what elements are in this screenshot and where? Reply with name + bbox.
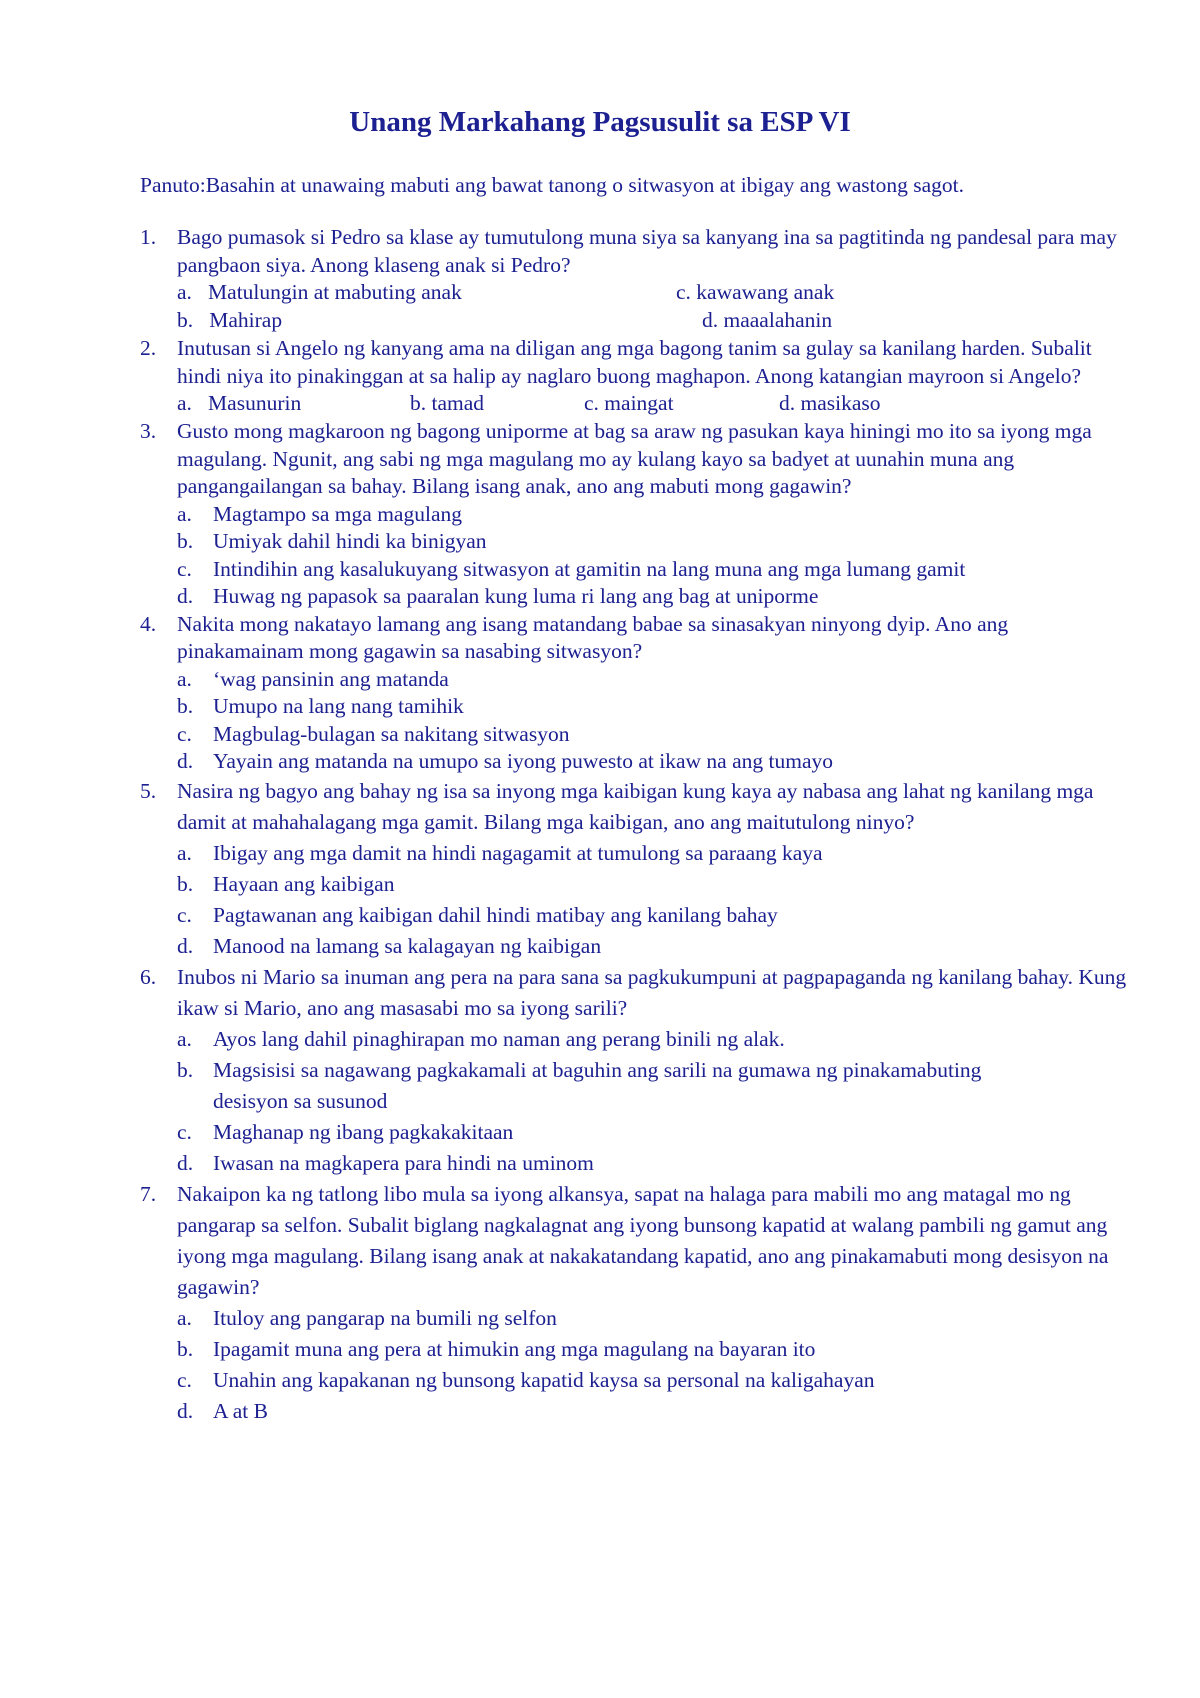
choices [177, 666, 1140, 776]
choice-label: d. [177, 933, 194, 958]
choice-b [177, 1055, 1140, 1117]
choice-c [177, 721, 1140, 749]
choices [177, 1303, 1140, 1427]
question-2 [140, 335, 1140, 418]
choice-label: c. [177, 721, 192, 746]
question-list [140, 224, 1140, 1427]
choice-c [676, 279, 834, 307]
choice-text: Matulungin at mabuting anak [208, 280, 462, 304]
choice-text: Ipagamit muna ang pera at himukin ang mga magulang na bayaran ito [213, 1336, 816, 1361]
choice-c [177, 1117, 1140, 1148]
choice-text: Hayaan ang kaibigan [213, 871, 395, 896]
page-title: Unang Markahang Pagsusulit sa ESP VI [349, 106, 851, 138]
choice-text: Iwasan na magkapera para hindi na uminom [213, 1150, 594, 1175]
choices [177, 1024, 1140, 1179]
choice-d [177, 748, 1140, 776]
choice-c [584, 390, 674, 418]
choice-label: d. [177, 1398, 194, 1423]
question-number: 5. [140, 778, 157, 803]
choice-text: Masunurin [208, 391, 302, 415]
choice-label: c. [177, 1367, 192, 1392]
choice-b [177, 1334, 1140, 1365]
choice-b [177, 869, 1140, 900]
choice-text: A at B [213, 1398, 268, 1423]
question-text: Inubos ni Mario sa inuman ang pera na para sana sa pagkukumpuni at pagpapaganda ng kanilang bahay. Kung ikaw si Mario, ano ang masasabi mo sa iyong sarili? [177, 964, 1127, 1020]
choice-c [177, 556, 1140, 584]
question-7 [140, 1179, 1140, 1427]
choice-text: Ibigay ang mga damit na hindi nagagamit at tumulong sa paraang kaya [213, 840, 823, 865]
choice-label: a. [177, 1305, 192, 1330]
choice-label: d. [177, 1150, 194, 1175]
choice-text: Ayos lang dahil pinaghirapan mo naman ang perang binili ng alak. [213, 1026, 785, 1051]
choice-text: Mahirap [209, 308, 283, 332]
question-text: Nakita mong nakatayo lamang ang isang matandang babae sa sinasakyan ninyong dyip. Ano ang pinakamainam mong gagawin sa nasabing sitwasyon? [177, 611, 1009, 663]
choice-b [410, 390, 484, 418]
choices [177, 838, 1140, 962]
choice-label: a. [177, 840, 192, 865]
choice-label: b. [177, 308, 194, 332]
choice-text: Manood na lamang sa kalagayan ng kaibigan [213, 933, 602, 958]
choices [177, 501, 1140, 611]
question-3 [140, 418, 1140, 611]
choice-label: b. [177, 871, 194, 896]
choice-text: Intindihin ang kasalukuyang sitwasyon at gamitin na lang muna ang mga lumang gamit [213, 556, 966, 581]
question-1 [140, 224, 1140, 335]
choice-d [177, 931, 1140, 962]
choice-label: d. [779, 391, 796, 415]
choice-text: Umiyak dahil hindi ka binigyan [213, 529, 487, 553]
choice-text: Yayain ang matanda na umupo sa iyong puwesto at ikaw na ang tumayo [213, 749, 833, 773]
choice-text: ‘wag pansinin ang matanda [213, 666, 449, 691]
choice-label: d. [177, 749, 194, 773]
question-number: 2. [140, 336, 157, 360]
choice-text: tamad [431, 391, 485, 415]
choice-text: masikaso [800, 391, 881, 415]
choice-label: c. [676, 280, 691, 304]
choice-a [177, 279, 462, 307]
choice-text: Magsisisi sa nagawang pagkakamali at baguhin ang sarili na gumawa ng pinakamabuting desisyon sa susunod [213, 1057, 982, 1113]
choice-a [177, 666, 1140, 694]
choice-a [177, 390, 301, 418]
choice-text: Maghanap ng ibang pagkakakitaan [213, 1119, 514, 1144]
choice-d [177, 583, 1140, 611]
choice-label: a. [177, 501, 192, 526]
question-4 [140, 611, 1140, 776]
choice-text: Umupo na lang nang tamihik [213, 694, 464, 718]
choice-label: a. [177, 1026, 192, 1051]
choice-d [177, 1148, 1140, 1179]
choice-label: a. [177, 391, 192, 415]
choice-label: c. [177, 556, 192, 581]
choice-a [177, 1024, 1140, 1055]
choice-label: a. [177, 666, 192, 691]
choice-text: maingat [604, 391, 674, 415]
choice-text: Magbulag-bulagan sa nakitang sitwasyon [213, 721, 570, 746]
choice-label: b. [177, 694, 194, 718]
choice-label: d. [702, 308, 719, 332]
choice-label: b. [177, 1057, 194, 1082]
choice-label: a. [177, 280, 192, 304]
question-5 [140, 776, 1140, 962]
choice-label: c. [177, 1119, 192, 1144]
question-number: 6. [140, 964, 157, 989]
question-text: Gusto mong magkaroon ng bagong uniporme at bag sa araw ng pasukan kaya hiningi mo ito sa iyong mga magulang. Ngunit, ang sabi ng mga magulang mo ay kulang kayo sa badyet at uunahin muna ang pangangailangan sa bahay. Bilang isang anak, ano ang mabuti mong gagawin? [177, 419, 1092, 498]
question-text: Bago pumasok si Pedro sa klase ay tumutulong muna siya sa kanyang ina sa pagtitinda ng pandesal para may pangbaon siya. Anong klaseng anak si Pedro? [177, 225, 1117, 277]
choice-d [779, 390, 881, 418]
choice-label: b. [177, 1336, 194, 1361]
choice-label: b. [177, 529, 194, 553]
choice-b [177, 307, 282, 335]
question-number: 1. [140, 225, 157, 249]
question-text: Inutusan si Angelo ng kanyang ama na diligan ang mga bagong tanim sa gulay sa kanilang harden. Subalit hindi niya ito pinakinggan at sa halip ay naglaro buong maghapon. Anong katangian mayroon si Angelo? [177, 336, 1092, 388]
choice-text: Pagtawanan ang kaibigan dahil hindi matibay ang kanilang bahay [213, 902, 778, 927]
choice-a [177, 501, 1140, 529]
choice-c [177, 1365, 1140, 1396]
question-number: 3. [140, 419, 157, 443]
question-number: 4. [140, 611, 157, 636]
choice-d [177, 1396, 1140, 1427]
choice-text: Unahin ang kapakanan ng bunsong kapatid kaysa sa personal na kaligahayan [213, 1367, 875, 1392]
choice-d [702, 307, 832, 335]
choice-b [177, 693, 1140, 721]
question-text: Nasira ng bagyo ang bahay ng isa sa inyong mga kaibigan kung kaya ay nabasa ang lahat ng kanilang mga damit at mahahalagang mga gamit. Bilang mga kaibigan, ano ang maitutulong ninyo? [177, 778, 1094, 834]
choice-a [177, 1303, 1140, 1334]
choice-label: b. [410, 391, 427, 415]
choice-text: Magtampo sa mga magulang [213, 501, 462, 526]
choice-label: c. [177, 902, 192, 927]
choices [177, 390, 1140, 418]
choice-label: c. [584, 391, 599, 415]
choice-text: kawawang anak [696, 280, 835, 304]
choice-text: Huwag ng papasok sa paaralan kung luma ri lang ang bag at uniporme [213, 584, 819, 608]
question-number: 7. [140, 1181, 157, 1206]
choice-a [177, 838, 1140, 869]
choice-b [177, 528, 1140, 556]
question-6 [140, 962, 1140, 1179]
choice-text: Ituloy ang pangarap na bumili ng selfon [213, 1305, 557, 1330]
choice-c [177, 900, 1140, 931]
choices [177, 279, 1140, 335]
question-text: Nakaipon ka ng tatlong libo mula sa iyong alkansya, sapat na halaga para mabili mo ang matagal mo ng pangarap sa selfon. Subalit biglang nagkalagnat ang iyong bunsong kapatid at walang pambili ng gamut ang iyong mga magulang. Bilang isang anak at nakakatandang kapatid, ano ang pinakamabuti mong desisyon na gagawin? [177, 1181, 1109, 1299]
choice-label: d. [177, 584, 194, 608]
choice-text: maaalahanin [723, 308, 833, 332]
instructions: Panuto:Basahin at unawaing mabuti ang bawat tanong o sitwasyon at ibigay ang wastong sagot. [140, 173, 965, 197]
